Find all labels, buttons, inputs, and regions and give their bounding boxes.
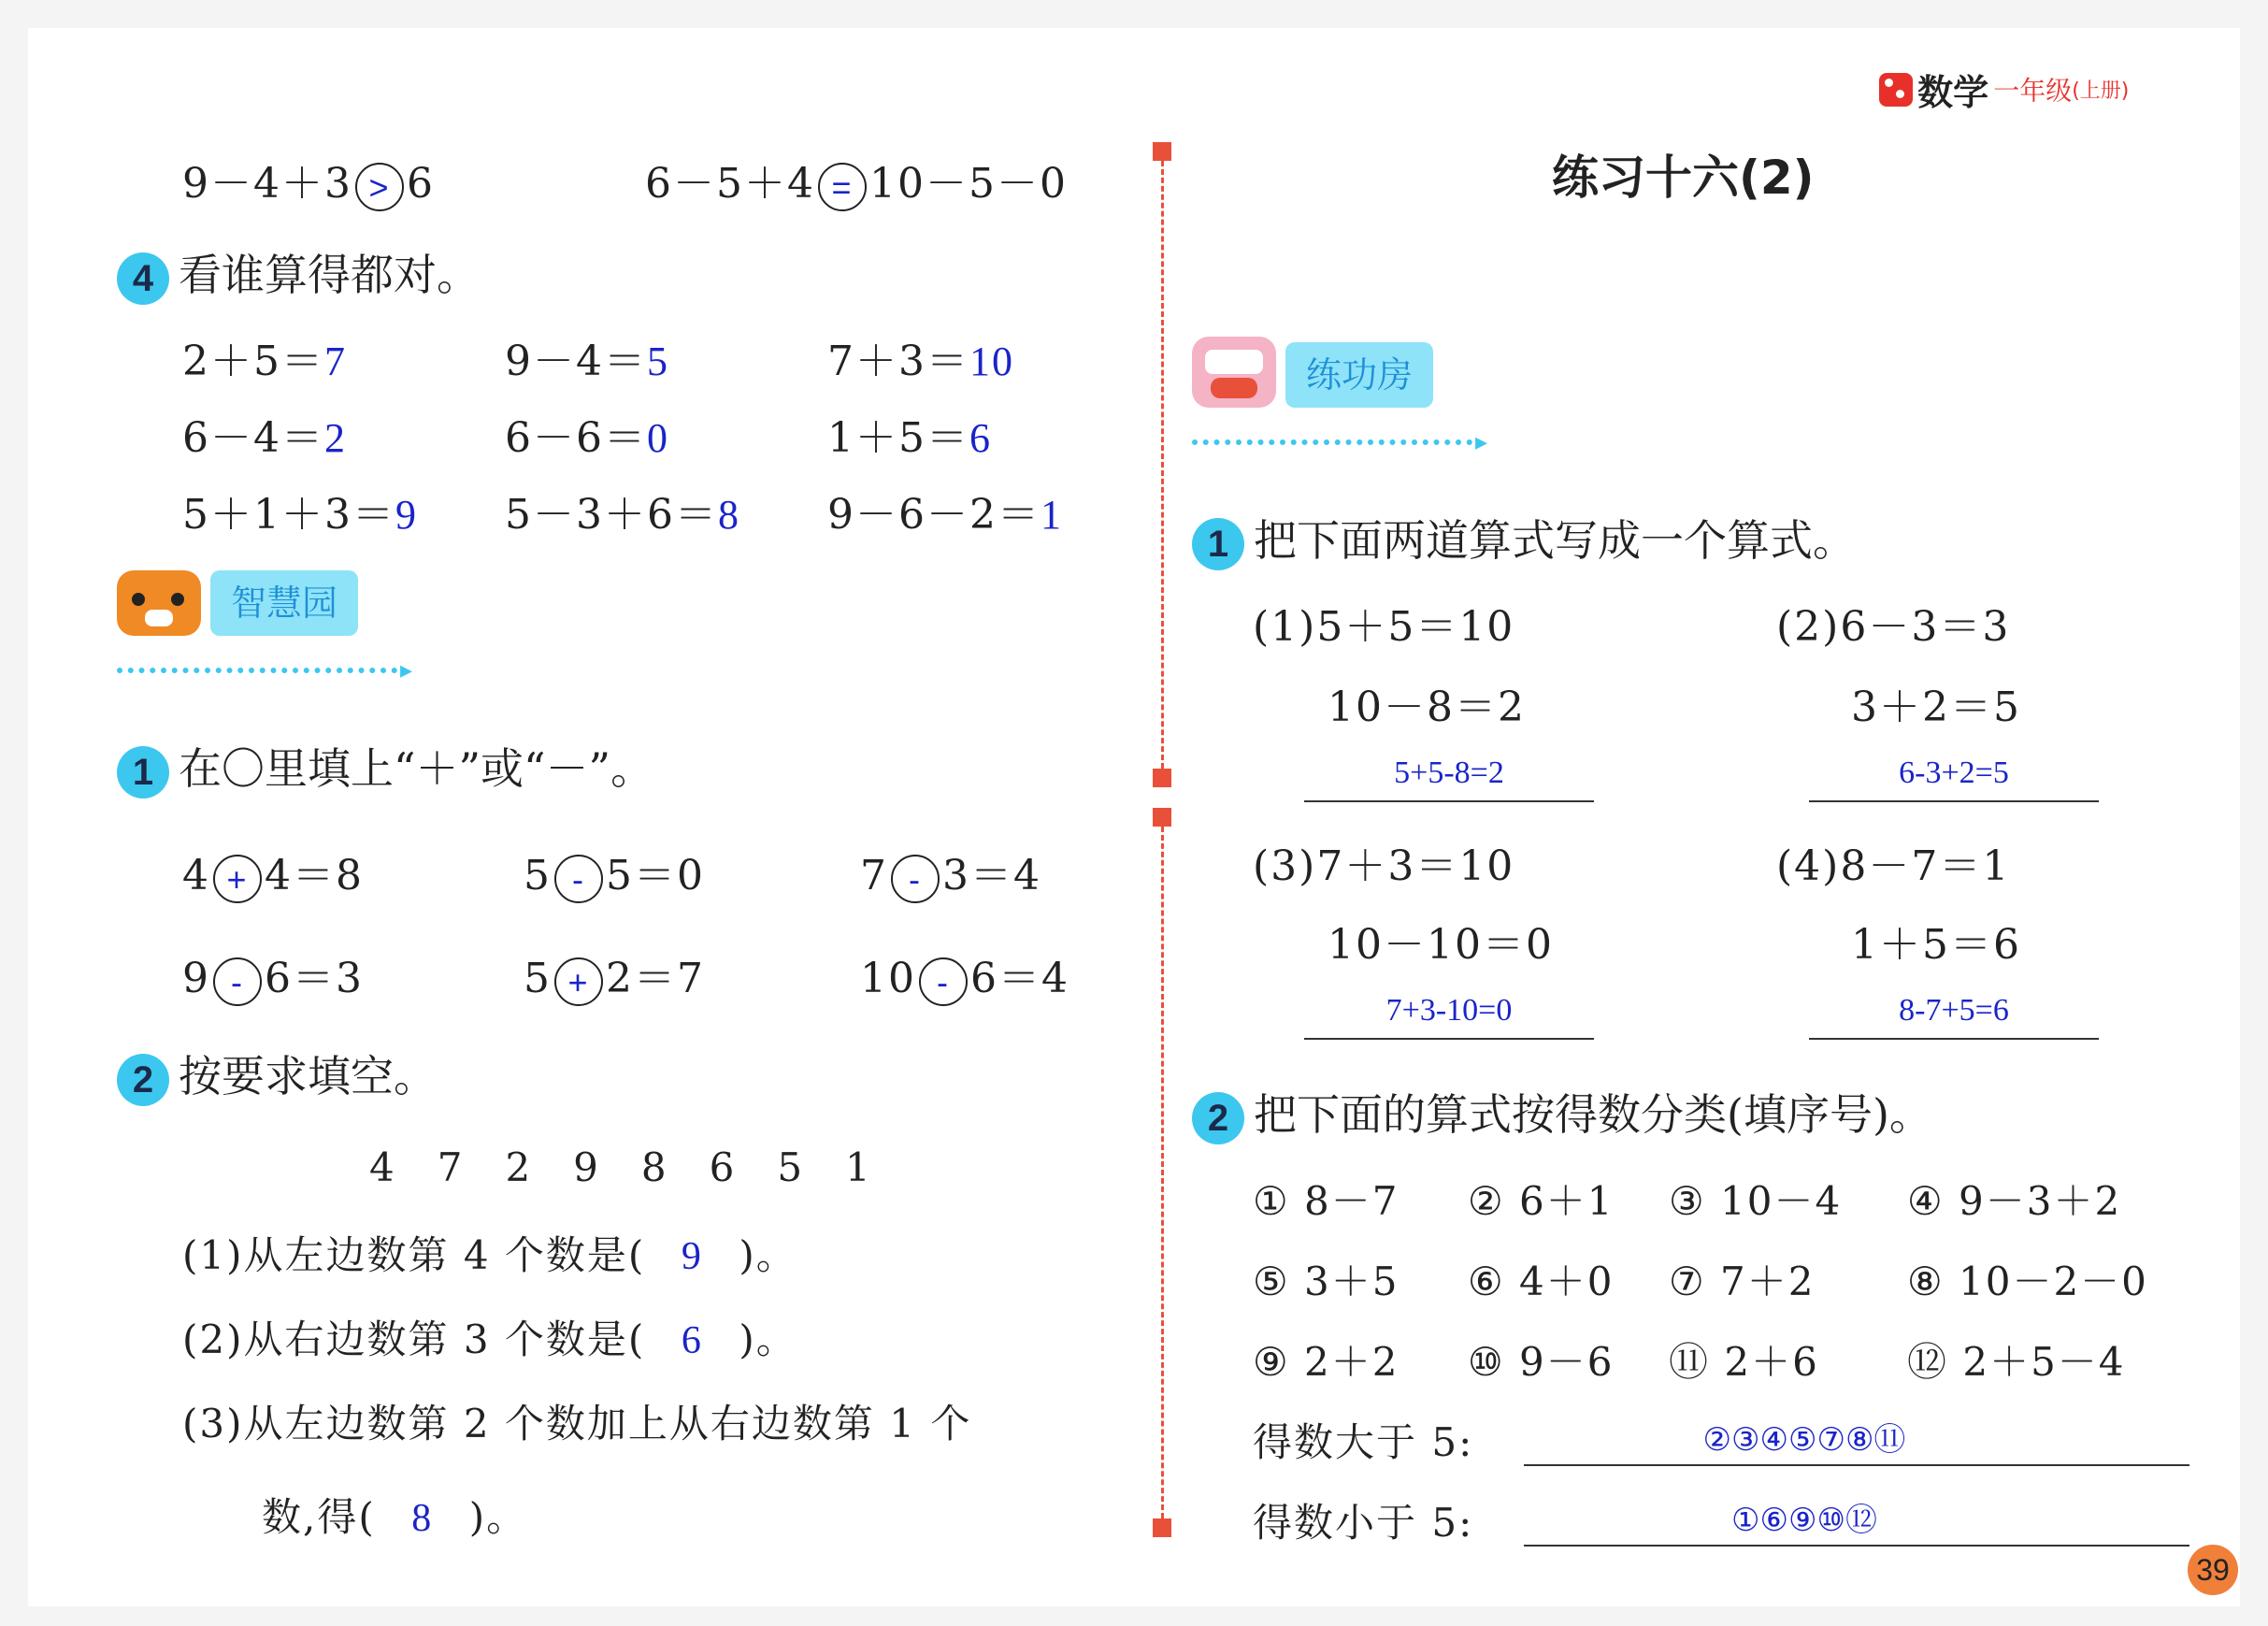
operator-circle: - (919, 957, 968, 1006)
answer-line (1304, 800, 1594, 802)
center-divider (1161, 161, 1164, 769)
operator-circle: + (554, 957, 603, 1006)
brand-volume: (上册) (2072, 79, 2130, 103)
section-underline (1192, 432, 1472, 445)
combined-answer: 8-7+5=6 (1899, 993, 2009, 1028)
classify-item: ⑤ 3＋5 (1253, 1259, 1400, 1304)
compare-row: 9－4＋3 > 6 (182, 150, 435, 211)
equation-line: 1＋5＝6 (1851, 921, 2021, 969)
compare-symbol: > (355, 163, 404, 211)
header-brand (1879, 64, 2129, 115)
classify-item: ④ 9－3＋2 (1907, 1178, 2122, 1224)
section-tag-wisdom: 智慧园 (210, 570, 358, 636)
less-than-answer: ①⑥⑨⑩⑫ (1731, 1504, 1877, 1538)
answer-line (1304, 1038, 1594, 1040)
combined-answer: 6-3+2=5 (1899, 755, 2009, 790)
equation-line: (4)8－7＝1 (1776, 842, 2011, 890)
calc-item: 9－4＝5 (505, 338, 669, 385)
question-number-badge: 2 (1192, 1092, 1244, 1144)
fill-sentence-3: (3)从左边数第 2 个数加上从右边数第 1 个 (182, 1401, 972, 1446)
operator-circle: - (213, 957, 262, 1006)
fill-sentence-1: (1)从左边数第 4 个数是( 9 )。 (182, 1232, 797, 1278)
calc-item: 9－6－2＝1 (827, 491, 1063, 539)
answer-line (1809, 800, 2099, 802)
page-number: 39 (2188, 1545, 2238, 1595)
operator-item: 5 - 5＝0 (524, 842, 705, 903)
classify-item: ⑦ 7＋2 (1669, 1259, 1816, 1304)
section-tag-practice: 练功房 (1285, 342, 1433, 408)
operator-item: 7 - 3＝4 (860, 842, 1041, 903)
calc-item: 1＋5＝6 (827, 414, 992, 462)
combined-answer: 5+5-8=2 (1394, 755, 1504, 790)
answer-line (1524, 1464, 2189, 1466)
calc-item: 5＋1＋3＝9 (182, 491, 418, 539)
compare-symbol: = (818, 163, 867, 211)
less-than-label: 得数小于 5: (1253, 1500, 1474, 1546)
compare-row: 6－5＋4 = 10－5－0 (645, 150, 1068, 211)
equation-line: (1)5＋5＝10 (1253, 603, 1515, 651)
question-2-title: 2 按要求填空。 (117, 1043, 437, 1106)
classify-item: ⑪ 2＋6 (1669, 1339, 1819, 1385)
brand-grade: 一年级 (1993, 75, 2073, 107)
fill-sentence-3-cont: 数,得( 8 )。 (262, 1494, 528, 1540)
classify-item: ③ 10－4 (1669, 1178, 1843, 1224)
equation-line: (2)6－3＝3 (1776, 603, 2011, 651)
operator-item: 5 + 2＝7 (524, 944, 705, 1006)
classify-item: ⑩ 9－6 (1468, 1339, 1615, 1385)
fill-sentence-2: (2)从右边数第 3 个数是( 6 )。 (182, 1317, 797, 1362)
brand-title: 数学 (1917, 72, 1989, 113)
answer-line (1809, 1038, 2099, 1040)
combined-answer: 7+3-10=0 (1385, 993, 1513, 1028)
question-number-badge: 4 (117, 252, 169, 305)
divider-marker (1153, 808, 1171, 827)
operator-circle: - (891, 855, 940, 903)
tiger-mascot-icon (117, 570, 201, 636)
question-4-title: 4 看谁算得都对。 (117, 241, 480, 305)
greater-than-label: 得数大于 5: (1253, 1419, 1474, 1465)
equation-line: 3＋2＝5 (1851, 683, 2021, 731)
workbook-page (28, 28, 2240, 1606)
number-sequence: 4 7 2 9 8 6 5 1 (369, 1144, 872, 1190)
divider-marker (1153, 769, 1171, 787)
question-number-badge: 2 (117, 1054, 169, 1106)
calc-item: 2＋5＝7 (182, 338, 347, 385)
operator-circle: + (213, 855, 262, 903)
classify-item: ① 8－7 (1253, 1178, 1400, 1224)
calc-item: 6－6＝0 (505, 414, 669, 462)
question-2-title: 2 把下面的算式按得数分类(填序号)。 (1192, 1081, 1932, 1144)
cow-mascot-icon (1192, 337, 1276, 408)
arrow-icon: ▸ (1475, 428, 1488, 456)
section-underline (117, 660, 397, 673)
equation-line: 10－8＝2 (1328, 683, 1526, 731)
divider-marker (1153, 142, 1171, 161)
calc-item: 7＋3＝10 (827, 338, 1014, 385)
classify-item: ⑨ 2＋2 (1253, 1339, 1400, 1385)
brand-logo-icon (1879, 73, 1913, 107)
question-number-badge: 1 (1192, 518, 1244, 570)
question-number-badge: 1 (117, 746, 169, 799)
equation-line: 10－10＝0 (1328, 921, 1554, 969)
equation-line: (3)7＋3＝10 (1253, 842, 1515, 890)
question-1-title: 1 把下面两道算式写成一个算式。 (1192, 507, 1856, 570)
operator-item: 10 - 6＝4 (860, 944, 1069, 1006)
classify-item: ⑧ 10－2－0 (1907, 1259, 2148, 1304)
classify-item: ⑫ 2＋5－4 (1907, 1339, 2126, 1385)
operator-item: 4 + 4＝8 (182, 842, 364, 903)
question-1-title: 1 在〇里填上“＋”或“－”。 (117, 735, 653, 799)
divider-marker (1153, 1518, 1171, 1537)
arrow-icon: ▸ (400, 656, 413, 684)
classify-item: ② 6＋1 (1468, 1178, 1615, 1224)
calc-item: 5－3＋6＝8 (505, 491, 740, 539)
answer-line (1524, 1545, 2189, 1547)
greater-than-answer: ②③④⑤⑦⑧⑪ (1702, 1423, 1906, 1458)
operator-item: 9 - 6＝3 (182, 944, 364, 1006)
classify-item: ⑥ 4＋0 (1468, 1259, 1615, 1304)
page-title: 练习十六(2) (1552, 151, 1815, 205)
operator-circle: - (554, 855, 603, 903)
calc-item: 6－4＝2 (182, 414, 347, 462)
center-divider (1161, 827, 1164, 1518)
